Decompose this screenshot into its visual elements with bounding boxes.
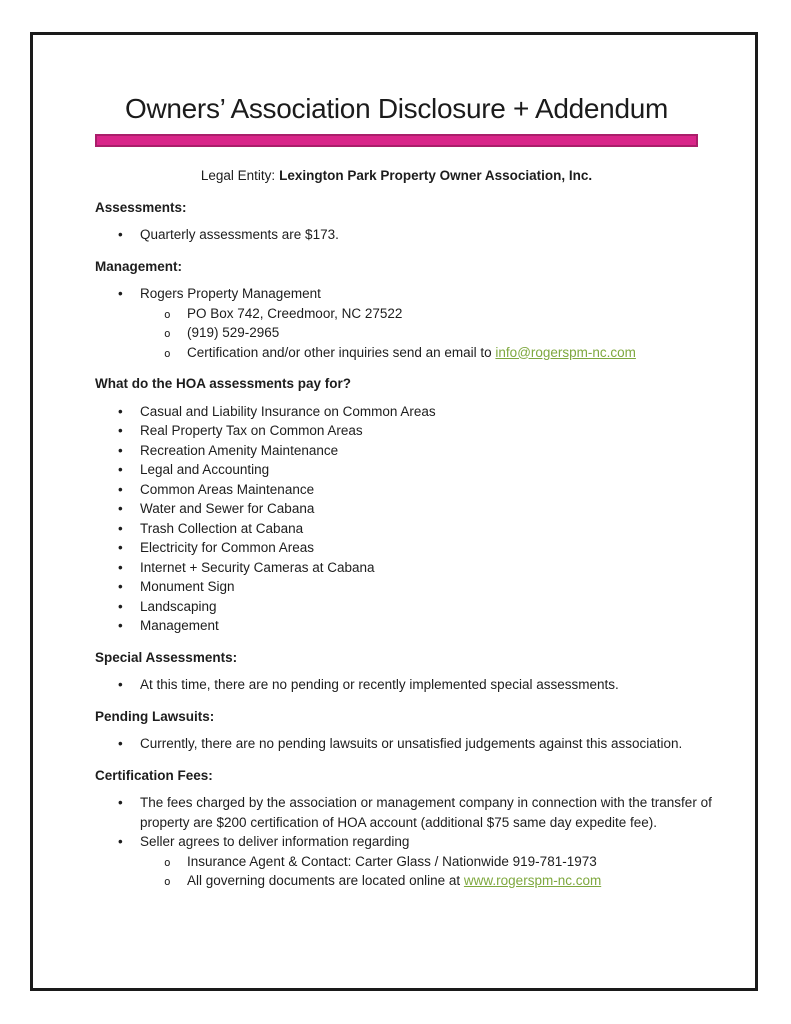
document-page [30, 32, 758, 991]
list-item: • Management [140, 616, 740, 636]
management-sublist [140, 304, 740, 363]
list-item-text: All governing documents are located online at [187, 873, 464, 888]
special-assessments-list [95, 675, 740, 695]
list-item [140, 832, 740, 891]
list-item: • Quarterly assessments are $173. [140, 225, 740, 245]
section-heading-hoa-pay-for: What do the HOA assessments pay for? [95, 376, 352, 391]
list-item: • The fees charged by the association or management company in connection with the transfer of property are $200 certification of HOA account (additional $75 same day expedite fee). [140, 793, 740, 832]
list-item: o (919) 529-2965 [187, 323, 740, 343]
list-item: • Electricity for Common Areas [140, 538, 740, 558]
pending-lawsuits-list [95, 734, 740, 754]
legal-entity-name: Lexington Park Property Owner Association, Inc. [279, 168, 593, 183]
list-item: • At this time, there are no pending or recently implemented special assessments. [140, 675, 740, 695]
list-item [140, 284, 740, 362]
seller-sublist [140, 852, 740, 891]
list-item: • Common Areas Maintenance [140, 480, 740, 500]
section-heading-certification-fees: Certification Fees: [95, 767, 213, 783]
assessments-list [95, 225, 740, 245]
list-item: • Recreation Amenity Maintenance [140, 441, 740, 461]
website-link[interactable]: www.rogerspm-nc.com [463, 873, 602, 888]
list-item: • Legal and Accounting [140, 460, 740, 480]
hoa-pay-for-list [95, 402, 740, 636]
management-list [95, 284, 740, 362]
list-item: • Landscaping [140, 597, 740, 617]
title-block [95, 92, 698, 186]
certification-fees-list [95, 793, 740, 891]
legal-entity-label: Legal Entity: [200, 168, 276, 183]
list-item [187, 871, 740, 891]
accent-bar [95, 134, 698, 147]
legal-entity-line [95, 166, 698, 186]
list-item: • Real Property Tax on Common Areas [140, 421, 740, 441]
list-item: • Internet + Security Cameras at Cabana [140, 558, 740, 578]
section-heading-special-assessments: Special Assessments: [95, 649, 238, 665]
email-link[interactable]: info@rogerspm-nc.com [495, 344, 636, 360]
section-heading-management: Management: [95, 258, 183, 274]
list-item: • Casual and Liability Insurance on Common Areas [140, 402, 740, 422]
list-item: o PO Box 742, Creedmoor, NC 27522 [187, 304, 740, 324]
list-item: • Currently, there are no pending lawsuits or unsatisfied judgements against this association. [140, 734, 740, 754]
list-item [187, 343, 740, 363]
section-heading-assessments: Assessments: [95, 199, 187, 215]
list-item-text: Rogers Property Management [140, 286, 321, 301]
list-item-text: Certification and/or other inquiries send an email to [187, 344, 496, 360]
list-item: • Monument Sign [140, 577, 740, 597]
section-heading-pending-lawsuits: Pending Lawsuits: [95, 708, 215, 724]
document-title: Owners’ Association Disclosure + Addendum [124, 93, 669, 124]
list-item-text: Seller agrees to deliver information regarding [140, 834, 410, 849]
list-item: • Trash Collection at Cabana [140, 519, 740, 539]
list-item: • Water and Sewer for Cabana [140, 499, 740, 519]
list-item: o Insurance Agent & Contact: Carter Glass / Nationwide 919-781-1973 [187, 852, 740, 872]
